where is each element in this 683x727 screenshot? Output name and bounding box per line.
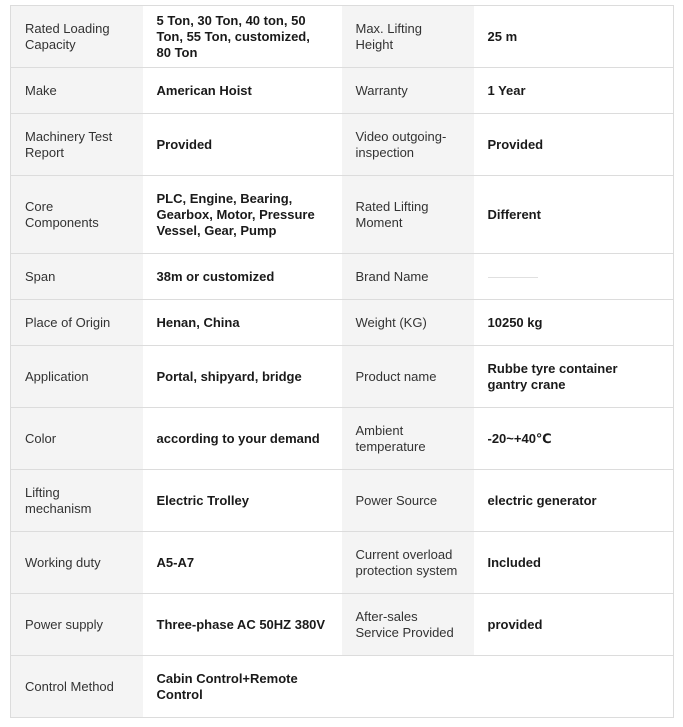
redacted-brand-mark: [488, 277, 538, 278]
table-row: [11, 68, 674, 114]
table-row: [11, 532, 674, 594]
spec-label: Span: [11, 254, 143, 300]
spec-value: Portal, shipyard, bridge: [143, 346, 342, 408]
spec-value: Provided: [143, 114, 342, 176]
table-row: [11, 470, 674, 532]
spec-value: Three-phase AC 50HZ 380V: [143, 594, 342, 656]
table-row: [11, 346, 674, 408]
spec-value: -20~+40℃: [474, 408, 674, 470]
spec-label: Brand Name: [342, 254, 474, 300]
spec-label: Application: [11, 346, 143, 408]
brand-name-value: [474, 254, 674, 300]
spec-label: Place of Origin: [11, 300, 143, 346]
spec-value: 5 Ton, 30 Ton, 40 ton, 50 Ton, 55 Ton, customized, 80 Ton: [143, 6, 342, 68]
spec-label: Ambient temperature: [342, 408, 474, 470]
spec-value: 1 Year: [474, 68, 674, 114]
empty-cell: [474, 656, 674, 718]
table-row: [11, 408, 674, 470]
spec-value: Cabin Control+Remote Control: [143, 656, 342, 718]
spec-value: Provided: [474, 114, 674, 176]
spec-value: according to your demand: [143, 408, 342, 470]
spec-value: 38m or customized: [143, 254, 342, 300]
spec-value: PLC, Engine, Bearing, Gearbox, Motor, Pressure Vessel, Gear, Pump: [143, 176, 342, 254]
table-row: [11, 656, 674, 718]
spec-label: Max. Lifting Height: [342, 6, 474, 68]
spec-value: 25 m: [474, 6, 674, 68]
spec-label: Lifting mechanism: [11, 470, 143, 532]
spec-label: Core Components: [11, 176, 143, 254]
table-row: [11, 6, 674, 68]
table-row: [11, 594, 674, 656]
spec-label: Current overload protection system: [342, 532, 474, 594]
spec-label: Rated Lifting Moment: [342, 176, 474, 254]
spec-label: Control Method: [11, 656, 143, 718]
spec-label: Weight (KG): [342, 300, 474, 346]
table-row: [11, 114, 674, 176]
product-spec-table: [10, 5, 674, 718]
spec-value: Electric Trolley: [143, 470, 342, 532]
spec-label: Product name: [342, 346, 474, 408]
table-row: [11, 176, 674, 254]
spec-label: Power supply: [11, 594, 143, 656]
spec-label: Power Source: [342, 470, 474, 532]
spec-label: Warranty: [342, 68, 474, 114]
spec-label: Working duty: [11, 532, 143, 594]
spec-label: After-sales Service Provided: [342, 594, 474, 656]
spec-table-container: [10, 5, 673, 718]
spec-value: electric generator: [474, 470, 674, 532]
spec-value: provided: [474, 594, 674, 656]
spec-value: Rubbe tyre container gantry crane: [474, 346, 674, 408]
table-row: [11, 300, 674, 346]
spec-value: American Hoist: [143, 68, 342, 114]
spec-value: A5-A7: [143, 532, 342, 594]
spec-value: Different: [474, 176, 674, 254]
table-row: [11, 254, 674, 300]
spec-value: Included: [474, 532, 674, 594]
spec-value: 10250 kg: [474, 300, 674, 346]
spec-label: Video outgoing-inspection: [342, 114, 474, 176]
spec-label: Color: [11, 408, 143, 470]
spec-label: Rated Loading Capacity: [11, 6, 143, 68]
spec-label: Make: [11, 68, 143, 114]
empty-cell: [342, 656, 474, 718]
spec-label: Machinery Test Report: [11, 114, 143, 176]
spec-value: Henan, China: [143, 300, 342, 346]
